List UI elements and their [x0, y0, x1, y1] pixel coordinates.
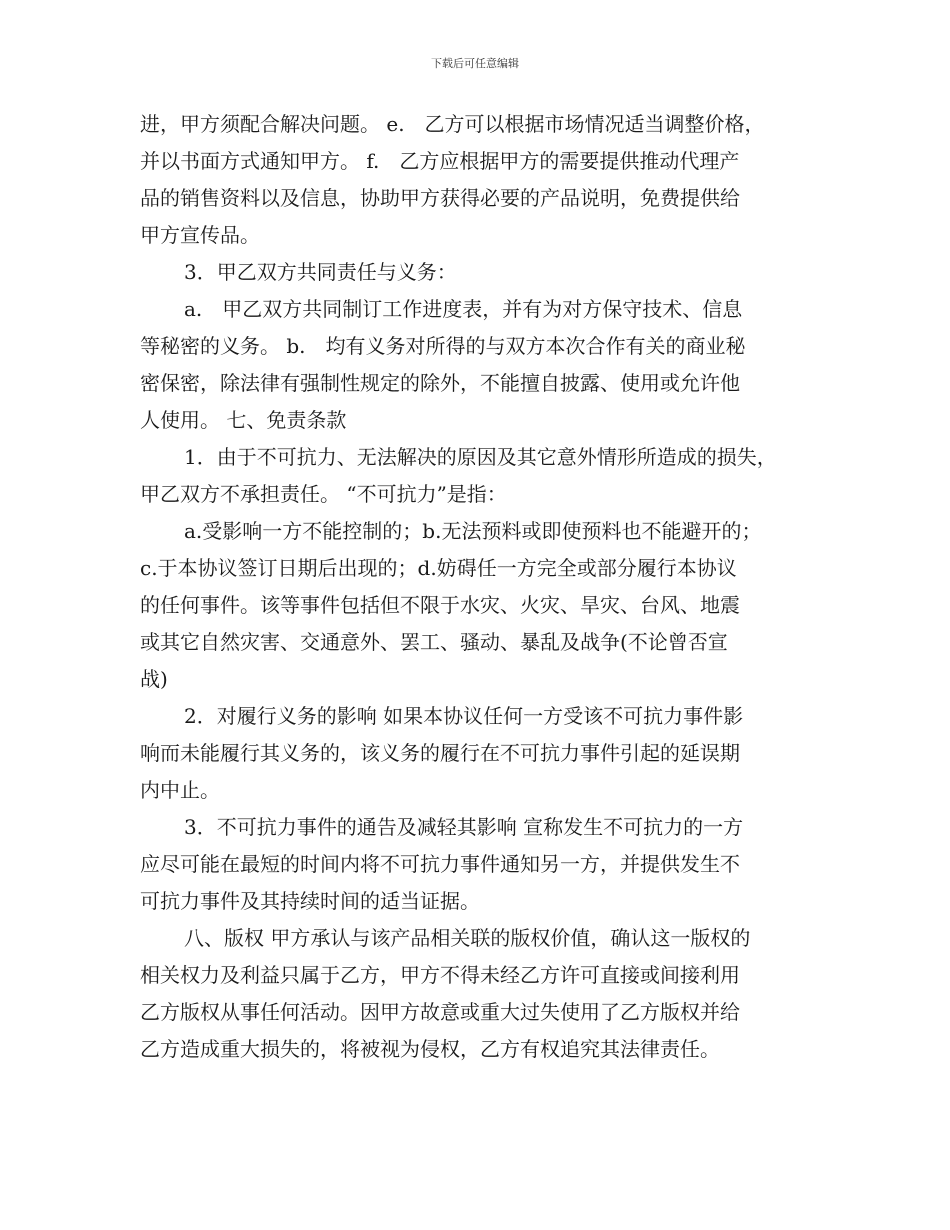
- page-header-note: 下载后可任意编辑: [431, 57, 519, 70]
- text-line: 八、版权 甲方承认与该产品相关联的版权价值，确认这一版权的: [184, 926, 751, 950]
- text-line: 2．对履行义务的影响 如果本协议任何一方受该不可抗力事件影: [184, 704, 744, 728]
- text-line: 3．不可抗力事件的通告及减轻其影响 宣称发生不可抗力的一方: [184, 815, 744, 839]
- text-line: 乙方造成重大损失的，将被视为侵权，乙方有权追究其法律责任。: [140, 1037, 720, 1061]
- text-line: 乙方版权从事任何活动。因甲方故意或重大过失使用了乙方版权并给: [140, 1000, 740, 1024]
- text-line: 并以书面方式通知甲方。 f. 乙方应根据甲方的需要提供推动代理产: [140, 149, 740, 173]
- text-line: 的任何事件。该等事件包括但不限于水灾、火灾、旱灾、台风、地震: [140, 593, 740, 617]
- text-line: 人使用。 七、免责条款: [140, 408, 347, 432]
- text-line: 进，甲方须配合解决问题。 e. 乙方可以根据市场情况适当调整价格，: [140, 112, 765, 136]
- text-line: c.于本协议签订日期后出现的；d.妨碍任一方完全或部分履行本协议: [140, 556, 737, 580]
- text-line: 应尽可能在最短的时间内将不可抗力事件通知另一方，并提供发生不: [140, 852, 740, 876]
- text-line: a. 甲乙双方共同制订工作进度表，并有为对方保守技术、信息: [184, 297, 743, 321]
- text-line: 战): [140, 667, 168, 691]
- text-line: 1．由于不可抗力、无法解决的原因及其它意外情形所造成的损失，: [184, 445, 777, 469]
- text-line: 品的销售资料以及信息，协助甲方获得必要的产品说明，免费提供给: [140, 186, 740, 210]
- text-line: a.受影响一方不能控制的；b.无法预料或即使预料也不能避开的；: [184, 519, 762, 543]
- text-line: 3．甲乙双方共同责任与义务：: [184, 260, 457, 284]
- text-line: 响而未能履行其义务的，该义务的履行在不可抗力事件引起的延误期: [140, 741, 740, 765]
- text-line: 密保密，除法律有强制性规定的除外，不能擅自披露、使用或允许他: [140, 371, 740, 395]
- text-line: 或其它自然灾害、交通意外、罢工、骚动、暴乱及战争(不论曾否宣: [140, 630, 728, 654]
- text-line: 可抗力事件及其持续时间的适当证据。: [140, 889, 480, 913]
- text-line: 相关权力及利益只属于乙方，甲方不得未经乙方许可直接或间接利用: [140, 963, 740, 987]
- text-line: 甲方宣传品。: [140, 223, 260, 247]
- text-line: 甲乙双方不承担责任。 “不可抗力”是指：: [140, 482, 507, 506]
- text-line: 内中止。: [140, 778, 220, 802]
- text-line: 等秘密的义务。 b. 均有义务对所得的与双方本次合作有关的商业秘: [140, 334, 746, 358]
- document-body: [140, 106, 830, 1068]
